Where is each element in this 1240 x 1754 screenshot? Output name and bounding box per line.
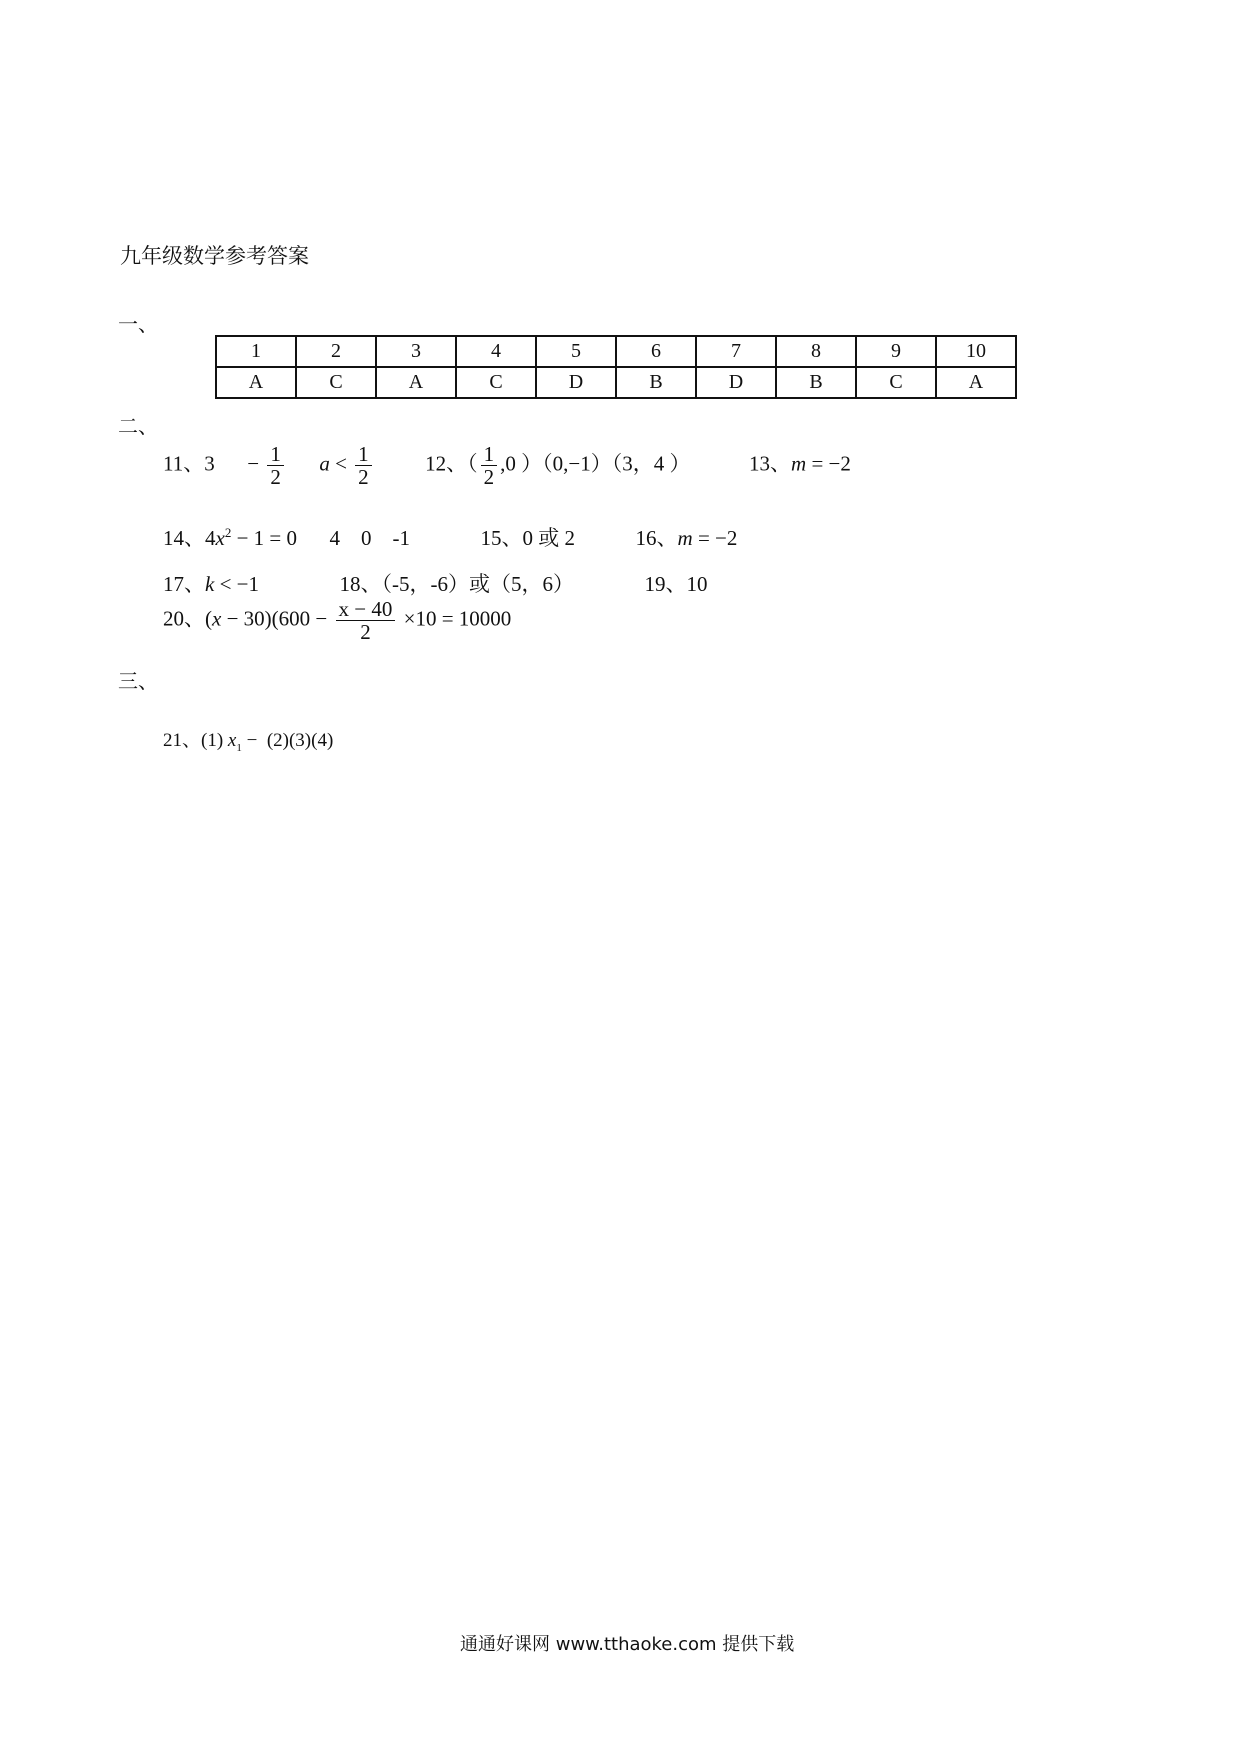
table-cell-number: 6 [616, 336, 696, 367]
q13-rest: = −2 [806, 451, 851, 476]
q20-fraction [336, 598, 396, 643]
table-cell-answer: D [696, 367, 776, 398]
q21-rest: − (2)(3)(4) [241, 730, 334, 751]
q11-var-a: a [319, 451, 330, 476]
table-cell-number: 8 [776, 336, 856, 367]
answer-line-11-13 [163, 443, 851, 488]
table-cell-number: 2 [296, 336, 376, 367]
answer-line-20 [163, 598, 511, 643]
q16-var-m: m [677, 526, 693, 550]
q12-rest: ,0 ）（0,−1）（3，4 ） [500, 451, 691, 476]
q17-var-k: k [205, 572, 215, 596]
table-cell-answer: B [616, 367, 696, 398]
q11-fraction-den: 2 [270, 465, 281, 490]
q12-label: 12、（ [425, 451, 478, 476]
answer-line-14-16 [163, 522, 737, 552]
q11-lt: < [329, 451, 353, 476]
table-cell-number: 7 [696, 336, 776, 367]
q20-mid: − 30)(600 − [221, 606, 328, 631]
footer-credit: 通通好课网 www.tthaoke.com 提供下载 [460, 1634, 795, 1655]
table-cell-answer: A [936, 367, 1016, 398]
q12-fraction-den: 2 [483, 465, 495, 490]
section-one-heading: 一、 [118, 312, 158, 336]
section-two-heading: 二、 [118, 414, 158, 438]
q21-text: (1) [201, 730, 228, 751]
q11-fraction2-num: 1 [355, 443, 372, 466]
table-cell-answer: D [536, 367, 616, 398]
q11-fraction2-den: 2 [358, 465, 369, 490]
q11-label: 11、3 [163, 451, 215, 476]
table-cell-number: 5 [536, 336, 616, 367]
table-cell-answer: A [376, 367, 456, 398]
table-cell-number: 3 [376, 336, 456, 367]
q11-fraction-num: 1 [267, 443, 284, 466]
q16-rest: = −2 [692, 526, 738, 550]
table-cell-number: 10 [936, 336, 1016, 367]
table-row-numbers [216, 336, 1016, 367]
q11-neg: − [247, 451, 260, 476]
q14-values: 4 0 -1 [329, 526, 411, 550]
q15-answer: 15、0 或 2 [480, 526, 576, 550]
q21-sub: 1 [236, 741, 242, 754]
table-cell-answer: C [456, 367, 536, 398]
q16-label: 16、 [635, 526, 678, 550]
q13-var-m: m [791, 451, 807, 476]
q20-label: 20、 [163, 606, 205, 631]
q14-expr1: 4 [205, 526, 216, 550]
q21-var-x: x [227, 730, 237, 751]
table-cell-number: 9 [856, 336, 936, 367]
q11-fraction-2 [355, 443, 372, 488]
answer-line-17-19 [163, 568, 708, 598]
answer-table [215, 335, 1017, 399]
table-cell-answer: C [856, 367, 936, 398]
page-title: 九年级数学参考答案 [120, 244, 309, 268]
q19-answer: 19、10 [644, 572, 708, 596]
q20-var-x: x [212, 606, 222, 631]
q21-label: 21、 [163, 730, 202, 751]
q14-label: 14、 [163, 526, 205, 550]
table-cell-number: 4 [456, 336, 536, 367]
q13-label: 13、 [749, 451, 792, 476]
table-cell-answer: C [296, 367, 376, 398]
q20-fraction-num: x − 40 [336, 598, 396, 621]
table-row-answers [216, 367, 1016, 398]
q12-fraction-num: 1 [481, 443, 498, 466]
table-cell-answer: B [776, 367, 856, 398]
q14-var-x: x [215, 526, 225, 550]
q20-fraction-den: 2 [360, 620, 371, 645]
q20-pre: ( [205, 606, 212, 631]
section-three-heading: 三、 [118, 669, 158, 693]
table-cell-answer: A [216, 367, 296, 398]
table-cell-number: 1 [216, 336, 296, 367]
q12-fraction [481, 443, 498, 488]
answer-line-21 [163, 725, 333, 754]
q11-fraction [267, 443, 284, 488]
q17-label: 17、 [163, 572, 205, 596]
q14-sup: 2 [224, 525, 232, 540]
q14-expr2: − 1 = 0 [231, 526, 298, 550]
q20-post: ×10 = 10000 [403, 606, 512, 631]
q18-answer: 18、（-5，-6）或（5，6） [339, 572, 575, 596]
q17-rest: < −1 [214, 572, 260, 596]
